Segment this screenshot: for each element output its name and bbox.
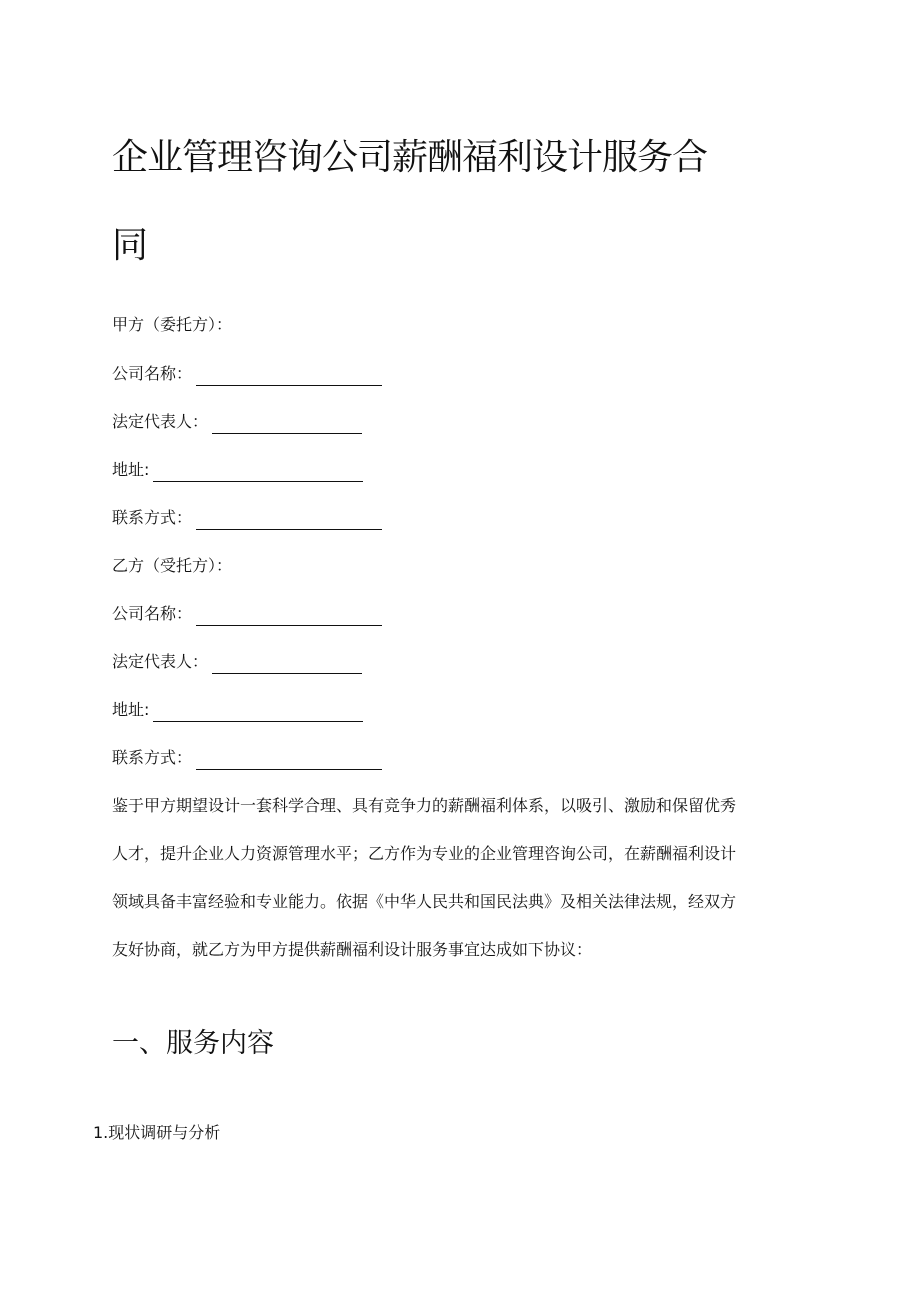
preamble-line-4: 友好协商，就乙方为甲方提供薪酬福利设计服务事宜达成如下协议： bbox=[112, 940, 593, 959]
party-a-contact-label: 联系方式： bbox=[112, 508, 193, 527]
party-a-rep-field bbox=[112, 410, 362, 434]
party-a-company-field bbox=[112, 362, 382, 386]
document-title-line-2: 同 bbox=[112, 225, 148, 266]
party-a-contact-field bbox=[112, 506, 382, 530]
party-b-address-field bbox=[112, 698, 363, 722]
party-a-heading bbox=[112, 313, 232, 337]
party-a-company-label: 公司名称： bbox=[112, 364, 193, 383]
preamble-line-3: 领域具备丰富经验和专业能力。依据《中华人民共和国民法典》及相关法律法规，经双方 bbox=[112, 892, 737, 911]
document-title-line-1: 企业管理咨询公司薪酬福利设计服务合 bbox=[112, 137, 708, 178]
party-b-rep-field bbox=[112, 650, 362, 674]
party-b-heading bbox=[112, 554, 232, 578]
party-b-address-label: 地址: bbox=[112, 700, 150, 719]
party-b-heading-label: 乙方（受托方）： bbox=[112, 556, 233, 575]
party-a-heading-label: 甲方（委托方）： bbox=[112, 315, 233, 334]
party-b-contact-label: 联系方式： bbox=[112, 748, 193, 767]
party-b-rep-blank[interactable] bbox=[212, 655, 362, 674]
party-b-company-field bbox=[112, 602, 382, 626]
subsection-heading-research: 1.现状调研与分析 bbox=[93, 1123, 221, 1142]
party-a-contact-blank[interactable] bbox=[196, 511, 382, 530]
section-heading-service-content: 一、服务内容 bbox=[112, 1028, 274, 1059]
party-b-rep-label: 法定代表人： bbox=[112, 652, 209, 671]
party-b-contact-blank[interactable] bbox=[196, 751, 382, 770]
preamble-line-1: 鉴于甲方期望设计一套科学合理、具有竞争力的薪酬福利体系，以吸引、激励和保留优秀 bbox=[112, 796, 737, 815]
party-a-address-label: 地址: bbox=[112, 460, 150, 479]
party-b-company-label: 公司名称： bbox=[112, 604, 193, 623]
party-a-company-blank[interactable] bbox=[196, 367, 382, 386]
party-b-company-blank[interactable] bbox=[196, 607, 382, 626]
party-a-rep-label: 法定代表人： bbox=[112, 412, 209, 431]
preamble-line-2: 人才，提升企业人力资源管理水平；乙方作为专业的企业管理咨询公司，在薪酬福利设计 bbox=[112, 844, 737, 863]
party-a-rep-blank[interactable] bbox=[212, 415, 362, 434]
party-b-address-blank[interactable] bbox=[153, 703, 363, 722]
party-a-address-blank[interactable] bbox=[153, 463, 363, 482]
party-b-contact-field bbox=[112, 746, 382, 770]
party-a-address-field bbox=[112, 458, 363, 482]
